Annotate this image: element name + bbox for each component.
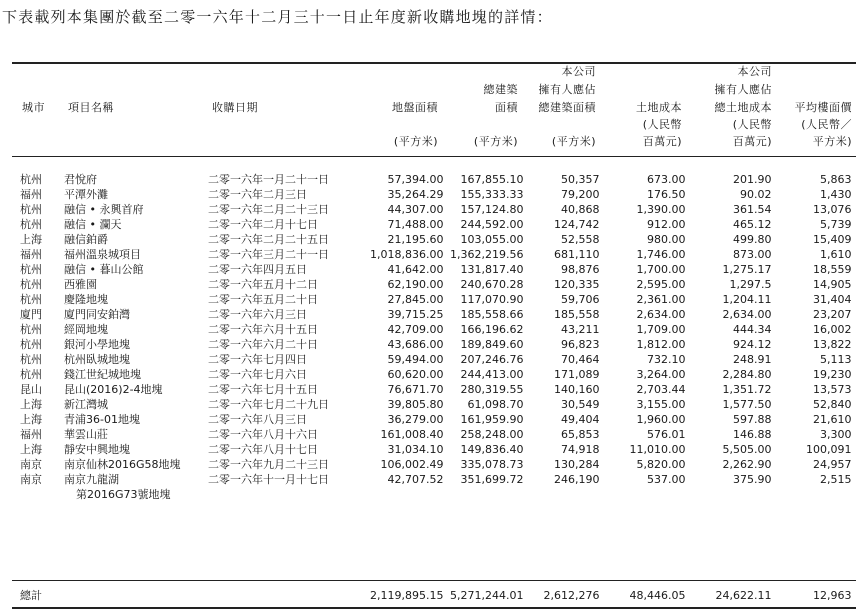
land-cost-cell: 576.01 bbox=[646, 428, 686, 441]
total-gfa: 5,271,244.01 bbox=[450, 589, 524, 602]
total-site-area: 2,119,895.15 bbox=[370, 589, 444, 602]
avg-price-cell: 23,207 bbox=[812, 308, 852, 321]
header-attrib-cost-3: 總土地成本 bbox=[714, 101, 772, 114]
site-area-cell: 60,620.00 bbox=[387, 368, 444, 381]
gfa-cell: 167,855.10 bbox=[460, 173, 524, 186]
gfa-cell: 258,248.00 bbox=[460, 428, 524, 441]
attrib-cost-cell: 375.90 bbox=[732, 473, 772, 486]
header-gfa-2: 面積 bbox=[495, 101, 518, 114]
land-cost-cell: 732.10 bbox=[646, 353, 686, 366]
attrib-cost-cell: 146.88 bbox=[732, 428, 772, 441]
gfa-cell: 185,558.66 bbox=[460, 308, 524, 321]
site-area-cell: 36,279.00 bbox=[387, 413, 444, 426]
date-cell: 二零一六年八月三日 bbox=[208, 413, 307, 426]
table-row bbox=[12, 217, 851, 232]
table-row bbox=[12, 397, 851, 412]
date-cell: 二零一六年二月二十五日 bbox=[208, 233, 329, 246]
gfa-cell: 244,413.00 bbox=[460, 368, 524, 381]
avg-price-cell: 100,091 bbox=[805, 443, 852, 456]
header-attrib-gfa-1: 本公司 bbox=[561, 65, 596, 78]
table-row bbox=[12, 247, 851, 262]
attrib-cost-cell: 1,275.17 bbox=[722, 263, 772, 276]
city-cell: 杭州 bbox=[20, 338, 42, 351]
gfa-cell: 351,699.72 bbox=[460, 473, 524, 486]
avg-price-cell: 13,076 bbox=[812, 203, 852, 216]
attrib-cost-cell: 873.00 bbox=[732, 248, 772, 261]
land-cost-cell: 980.00 bbox=[646, 233, 686, 246]
site-area-cell: 43,686.00 bbox=[387, 338, 444, 351]
table-row bbox=[12, 322, 851, 337]
header-land-cost-2: (人民幣 bbox=[642, 118, 682, 131]
attrib-gfa-cell: 59,706 bbox=[560, 293, 600, 306]
attrib-gfa-cell: 140,160 bbox=[553, 383, 600, 396]
header-city: 城市 bbox=[22, 101, 45, 114]
project-cell: 銀河小學地塊 bbox=[64, 338, 130, 351]
attrib-cost-cell: 499.80 bbox=[732, 233, 772, 246]
attrib-gfa-cell: 74,918 bbox=[560, 443, 600, 456]
table-row bbox=[12, 307, 851, 322]
city-cell: 南京 bbox=[20, 458, 42, 471]
attrib-gfa-cell: 70,464 bbox=[560, 353, 600, 366]
project-cell: 錢江世紀城地塊 bbox=[64, 368, 141, 381]
gfa-cell: 131,817.40 bbox=[460, 263, 524, 276]
land-cost-cell: 2,634.00 bbox=[636, 308, 686, 321]
header-bottom-rule bbox=[12, 156, 856, 157]
project-cell: 君悅府 bbox=[64, 173, 97, 186]
intro-text: 下表載列本集團於截至二零一六年十二月三十一日止年度新收購地塊的詳情： bbox=[2, 8, 553, 26]
site-area-cell: 42,709.00 bbox=[387, 323, 444, 336]
attrib-gfa-cell: 79,200 bbox=[560, 188, 600, 201]
city-cell: 杭州 bbox=[20, 293, 42, 306]
table-row bbox=[12, 412, 851, 427]
site-area-cell: 39,715.25 bbox=[387, 308, 444, 321]
table-row bbox=[12, 472, 851, 502]
land-cost-cell: 2,361.00 bbox=[636, 293, 686, 306]
avg-price-cell: 19,230 bbox=[812, 368, 852, 381]
date-cell: 二零一六年八月十七日 bbox=[208, 443, 318, 456]
gfa-cell: 155,333.33 bbox=[460, 188, 524, 201]
gfa-cell: 335,078.73 bbox=[460, 458, 524, 471]
site-area-cell: 27,845.00 bbox=[387, 293, 444, 306]
table-row bbox=[12, 232, 851, 247]
total-top-rule bbox=[12, 580, 856, 581]
header-attrib-cost-4: (人民幣 bbox=[732, 118, 772, 131]
avg-price-cell: 24,957 bbox=[812, 458, 852, 471]
land-cost-cell: 11,010.00 bbox=[629, 443, 686, 456]
attrib-gfa-cell: 130,284 bbox=[553, 458, 600, 471]
table-row bbox=[12, 172, 851, 187]
site-area-cell: 59,494.00 bbox=[387, 353, 444, 366]
total-label: 總計 bbox=[20, 589, 42, 602]
gfa-cell: 240,670.28 bbox=[460, 278, 524, 291]
attrib-gfa-cell: 40,868 bbox=[560, 203, 600, 216]
land-cost-cell: 5,820.00 bbox=[636, 458, 686, 471]
project-cell: 昆山(2016)2-4地塊 bbox=[64, 383, 163, 396]
header-avg-price-1: 平均樓面價 bbox=[794, 101, 852, 114]
land-cost-cell: 1,390.00 bbox=[636, 203, 686, 216]
attrib-gfa-cell: 50,357 bbox=[560, 173, 600, 186]
table-row bbox=[12, 442, 851, 457]
attrib-gfa-cell: 98,876 bbox=[560, 263, 600, 276]
city-cell: 昆山 bbox=[20, 383, 42, 396]
land-cost-cell: 2,595.00 bbox=[636, 278, 686, 291]
project-name-line1: 南京九龍湖 bbox=[64, 473, 119, 486]
city-cell: 上海 bbox=[20, 233, 42, 246]
city-cell: 福州 bbox=[20, 188, 42, 201]
avg-price-cell: 21,610 bbox=[812, 413, 852, 426]
avg-price-cell: 1,610 bbox=[819, 248, 852, 261]
table-body bbox=[12, 172, 851, 502]
site-area-cell: 42,707.52 bbox=[387, 473, 444, 486]
city-cell: 杭州 bbox=[20, 368, 42, 381]
gfa-cell: 1,362,219.56 bbox=[450, 248, 524, 261]
city-cell: 南京 bbox=[20, 473, 42, 486]
site-area-cell: 31,034.10 bbox=[387, 443, 444, 456]
table-row bbox=[12, 292, 851, 307]
table-row bbox=[12, 457, 851, 472]
city-cell: 上海 bbox=[20, 413, 42, 426]
site-area-cell: 1,018,836.00 bbox=[370, 248, 444, 261]
land-cost-cell: 1,709.00 bbox=[636, 323, 686, 336]
date-cell: 二零一六年二月二十三日 bbox=[208, 203, 329, 216]
attrib-gfa-cell: 681,110 bbox=[553, 248, 600, 261]
attrib-cost-cell: 361.54 bbox=[732, 203, 772, 216]
attrib-gfa-cell: 124,742 bbox=[553, 218, 600, 231]
avg-price-cell: 2,515 bbox=[819, 473, 852, 486]
site-area-cell: 39,805.80 bbox=[387, 398, 444, 411]
avg-price-cell: 16,002 bbox=[812, 323, 852, 336]
project-cell: 杭州臥城地塊 bbox=[64, 353, 130, 366]
attrib-cost-cell: 248.91 bbox=[732, 353, 772, 366]
date-cell: 二零一六年七月二十九日 bbox=[208, 398, 329, 411]
project-cell: 西雅園 bbox=[64, 278, 97, 291]
date-cell: 二零一六年六月二十日 bbox=[208, 338, 318, 351]
avg-price-cell: 1,430 bbox=[819, 188, 852, 201]
attrib-gfa-cell: 246,190 bbox=[553, 473, 600, 486]
project-cell bbox=[64, 472, 208, 502]
header-land-cost-3: 百萬元) bbox=[642, 135, 682, 148]
attrib-gfa-cell: 120,335 bbox=[553, 278, 600, 291]
header-attrib-gfa-2: 擁有人應佔 bbox=[538, 83, 596, 96]
date-cell: 二零一六年三月二十一日 bbox=[208, 248, 329, 261]
header-attrib-gfa-3: 總建築面積 bbox=[538, 101, 596, 114]
acquisition-table bbox=[12, 172, 851, 502]
date-cell: 二零一六年二月三日 bbox=[208, 188, 307, 201]
date-cell: 二零一六年十一月十七日 bbox=[208, 473, 329, 486]
avg-price-cell: 15,409 bbox=[812, 233, 852, 246]
project-cell: 經岡地塊 bbox=[64, 323, 108, 336]
header-gfa-unit: (平方米) bbox=[473, 135, 518, 148]
project-name-line2: 第2016G73號地塊 bbox=[76, 488, 171, 501]
avg-price-cell: 3,300 bbox=[819, 428, 852, 441]
table-row bbox=[12, 367, 851, 382]
header-attrib-cost-2: 擁有人應佔 bbox=[714, 83, 772, 96]
land-cost-cell: 1,960.00 bbox=[636, 413, 686, 426]
total-attrib-cost: 24,622.11 bbox=[715, 589, 772, 602]
avg-price-cell: 13,573 bbox=[812, 383, 852, 396]
gfa-cell: 61,098.70 bbox=[467, 398, 524, 411]
attrib-cost-cell: 201.90 bbox=[732, 173, 772, 186]
attrib-gfa-cell: 185,558 bbox=[553, 308, 600, 321]
avg-price-cell: 18,559 bbox=[812, 263, 852, 276]
total-avg-price: 12,963 bbox=[812, 589, 852, 602]
date-cell: 二零一六年五月二十日 bbox=[208, 293, 318, 306]
attrib-cost-cell: 1,204.11 bbox=[722, 293, 772, 306]
attrib-gfa-cell: 49,404 bbox=[560, 413, 600, 426]
project-cell: 融信 • 永興首府 bbox=[64, 203, 144, 216]
avg-price-cell: 5,113 bbox=[819, 353, 852, 366]
total-spacer bbox=[64, 588, 208, 604]
gfa-cell: 157,124.80 bbox=[460, 203, 524, 216]
city-cell: 杭州 bbox=[20, 218, 42, 231]
gfa-cell: 103,055.00 bbox=[460, 233, 524, 246]
land-cost-cell: 537.00 bbox=[646, 473, 686, 486]
project-cell: 南京仙林2016G58地塊 bbox=[64, 458, 181, 471]
avg-price-cell: 52,840 bbox=[812, 398, 852, 411]
site-area-cell: 35,264.29 bbox=[387, 188, 444, 201]
site-area-cell: 71,488.00 bbox=[387, 218, 444, 231]
city-cell: 杭州 bbox=[20, 263, 42, 276]
attrib-gfa-cell: 96,823 bbox=[560, 338, 600, 351]
attrib-cost-cell: 444.34 bbox=[732, 323, 772, 336]
avg-price-cell: 13,822 bbox=[812, 338, 852, 351]
attrib-gfa-cell: 43,211 bbox=[560, 323, 600, 336]
date-cell: 二零一六年七月四日 bbox=[208, 353, 307, 366]
project-cell: 慶隆地塊 bbox=[64, 293, 108, 306]
city-cell: 廈門 bbox=[20, 308, 42, 321]
avg-price-cell: 31,404 bbox=[812, 293, 852, 306]
header-project: 項目名稱 bbox=[68, 101, 114, 114]
date-cell: 二零一六年四月五日 bbox=[208, 263, 307, 276]
city-cell: 杭州 bbox=[20, 323, 42, 336]
gfa-cell: 280,319.55 bbox=[460, 383, 524, 396]
header-date: 收購日期 bbox=[212, 101, 258, 114]
land-cost-cell: 176.50 bbox=[646, 188, 686, 201]
city-cell: 杭州 bbox=[20, 203, 42, 216]
land-cost-cell: 2,703.44 bbox=[636, 383, 686, 396]
header-avg-price-3: 平方米) bbox=[812, 135, 852, 148]
header-attrib-gfa-unit: (平方米) bbox=[551, 135, 596, 148]
attrib-cost-cell: 90.02 bbox=[739, 188, 772, 201]
land-cost-cell: 673.00 bbox=[646, 173, 686, 186]
header-site-area-unit: (平方米) bbox=[393, 135, 438, 148]
header-site-area-1: 地盤面積 bbox=[392, 101, 438, 114]
attrib-gfa-cell: 30,549 bbox=[560, 398, 600, 411]
gfa-cell: 207,246.76 bbox=[460, 353, 524, 366]
date-cell: 二零一六年六月三日 bbox=[208, 308, 307, 321]
project-cell: 青浦36-01地塊 bbox=[64, 413, 140, 426]
gfa-cell: 189,849.60 bbox=[460, 338, 524, 351]
attrib-cost-cell: 597.88 bbox=[732, 413, 772, 426]
land-cost-cell: 1,700.00 bbox=[636, 263, 686, 276]
site-area-cell: 57,394.00 bbox=[387, 173, 444, 186]
site-area-cell: 21,195.60 bbox=[387, 233, 444, 246]
city-cell: 福州 bbox=[20, 428, 42, 441]
site-area-cell: 76,671.70 bbox=[387, 383, 444, 396]
gfa-cell: 161,959.90 bbox=[460, 413, 524, 426]
date-cell: 二零一六年九月二十三日 bbox=[208, 458, 329, 471]
date-cell: 二零一六年二月十七日 bbox=[208, 218, 318, 231]
date-cell: 二零一六年五月十二日 bbox=[208, 278, 318, 291]
attrib-cost-cell: 1,297.5 bbox=[729, 278, 772, 291]
site-area-cell: 106,002.49 bbox=[380, 458, 444, 471]
attrib-cost-cell: 2,262.90 bbox=[722, 458, 772, 471]
attrib-cost-cell: 5,505.00 bbox=[722, 443, 772, 456]
attrib-cost-cell: 1,351.72 bbox=[722, 383, 772, 396]
city-cell: 杭州 bbox=[20, 353, 42, 366]
table-row bbox=[12, 352, 851, 367]
header-avg-price-2: (人民幣／ bbox=[801, 118, 852, 131]
city-cell: 杭州 bbox=[20, 278, 42, 291]
site-area-cell: 44,307.00 bbox=[387, 203, 444, 216]
site-area-cell: 62,190.00 bbox=[387, 278, 444, 291]
attrib-cost-cell: 924.12 bbox=[732, 338, 772, 351]
attrib-cost-cell: 1,577.50 bbox=[722, 398, 772, 411]
date-cell: 二零一六年六月十五日 bbox=[208, 323, 318, 336]
project-cell: 融信 • 暮山公館 bbox=[64, 263, 144, 276]
date-cell: 二零一六年七月十五日 bbox=[208, 383, 318, 396]
project-cell: 平潭外灘 bbox=[64, 188, 108, 201]
header-attrib-cost-1: 本公司 bbox=[737, 65, 772, 78]
date-cell: 二零一六年七月六日 bbox=[208, 368, 307, 381]
total-attrib-gfa: 2,612,276 bbox=[543, 589, 600, 602]
total-land-cost: 48,446.05 bbox=[629, 589, 686, 602]
attrib-cost-cell: 465.12 bbox=[732, 218, 772, 231]
land-cost-cell: 1,746.00 bbox=[636, 248, 686, 261]
site-area-cell: 161,008.40 bbox=[380, 428, 444, 441]
table-row-total bbox=[12, 588, 851, 604]
project-cell: 融信 • 瀾天 bbox=[64, 218, 122, 231]
date-cell: 二零一六年八月十六日 bbox=[208, 428, 318, 441]
table-bottom-rule bbox=[12, 607, 856, 609]
total-spacer bbox=[208, 588, 370, 604]
avg-price-cell: 14,905 bbox=[812, 278, 852, 291]
city-cell: 上海 bbox=[20, 443, 42, 456]
project-cell: 廈門同安鉑灣 bbox=[64, 308, 130, 321]
city-cell: 上海 bbox=[20, 398, 42, 411]
project-cell: 福州溫泉城項目 bbox=[64, 248, 141, 261]
avg-price-cell: 5,863 bbox=[819, 173, 852, 186]
date-cell: 二零一六年一月二十一日 bbox=[208, 173, 329, 186]
table-row bbox=[12, 187, 851, 202]
project-cell: 新江灣城 bbox=[64, 398, 108, 411]
attrib-gfa-cell: 52,558 bbox=[560, 233, 600, 246]
land-cost-cell: 3,264.00 bbox=[636, 368, 686, 381]
header-gfa-1: 總建築 bbox=[483, 83, 518, 96]
table-row bbox=[12, 382, 851, 397]
table-row bbox=[12, 427, 851, 442]
project-cell: 靜安中興地塊 bbox=[64, 443, 130, 456]
gfa-cell: 117,070.90 bbox=[460, 293, 524, 306]
gfa-cell: 166,196.62 bbox=[460, 323, 524, 336]
attrib-gfa-cell: 171,089 bbox=[553, 368, 600, 381]
city-cell: 杭州 bbox=[20, 173, 42, 186]
attrib-gfa-cell: 65,853 bbox=[560, 428, 600, 441]
project-cell: 融信鉑爵 bbox=[64, 233, 108, 246]
land-cost-cell: 3,155.00 bbox=[636, 398, 686, 411]
avg-price-cell: 5,739 bbox=[819, 218, 852, 231]
land-cost-cell: 912.00 bbox=[646, 218, 686, 231]
gfa-cell: 244,592.00 bbox=[460, 218, 524, 231]
table-row bbox=[12, 262, 851, 277]
table-row bbox=[12, 337, 851, 352]
table-row bbox=[12, 277, 851, 292]
gfa-cell: 149,836.40 bbox=[460, 443, 524, 456]
city-cell: 福州 bbox=[20, 248, 42, 261]
header-land-cost-1: 土地成本 bbox=[636, 101, 682, 114]
land-cost-cell: 1,812.00 bbox=[636, 338, 686, 351]
attrib-cost-cell: 2,284.80 bbox=[722, 368, 772, 381]
site-area-cell: 41,642.00 bbox=[387, 263, 444, 276]
header-attrib-cost-5: 百萬元) bbox=[732, 135, 772, 148]
attrib-cost-cell: 2,634.00 bbox=[722, 308, 772, 321]
project-cell: 華雲山莊 bbox=[64, 428, 108, 441]
table-row bbox=[12, 202, 851, 217]
total-row bbox=[12, 588, 851, 604]
